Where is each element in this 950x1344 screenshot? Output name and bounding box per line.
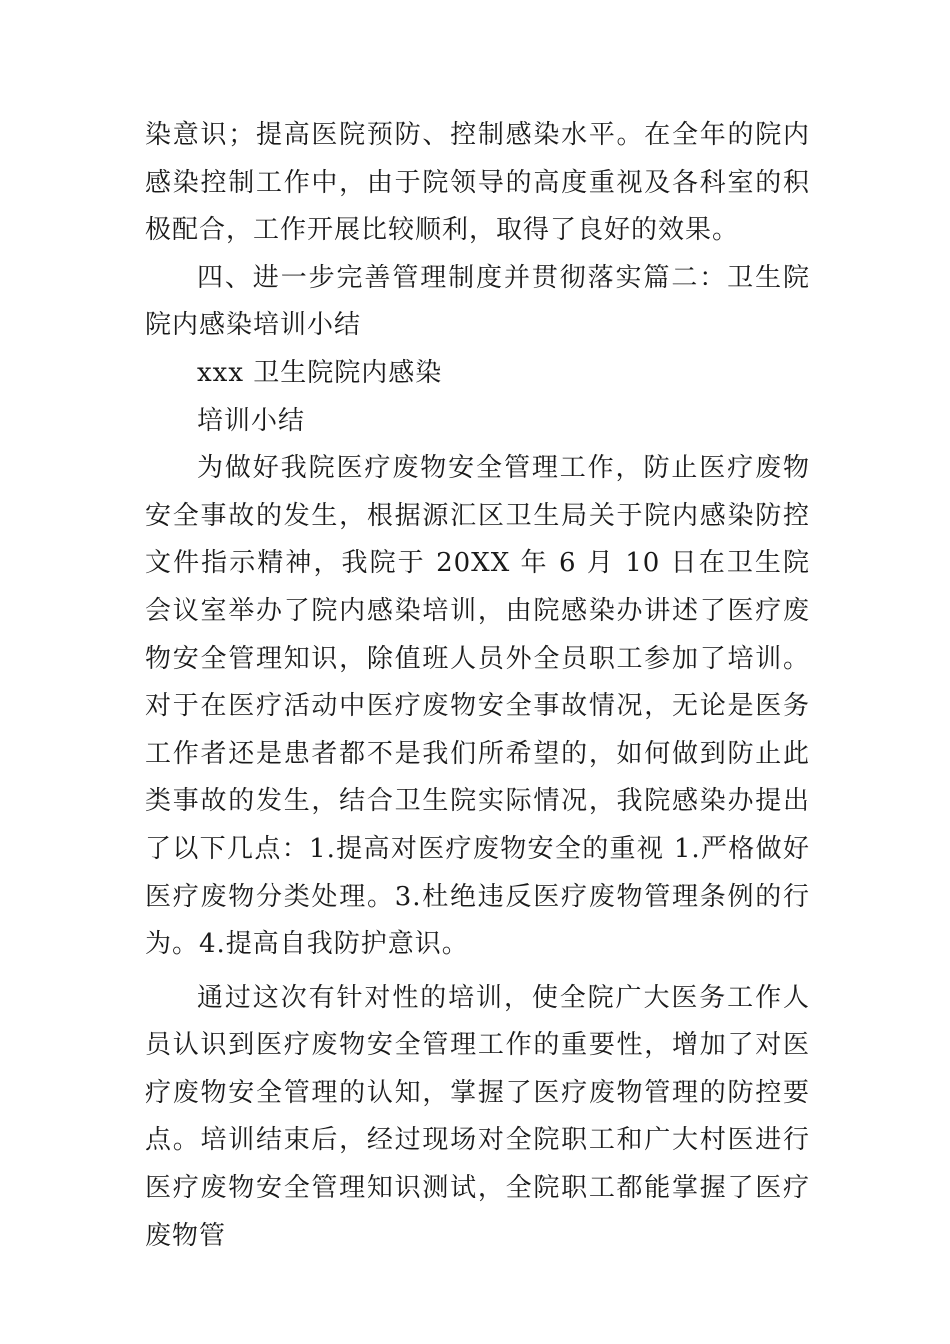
paragraph-training-results: 通过这次有针对性的培训，使全院广大医务工作人员认识到医疗废物安全管理工作的重要性，增加了对医疗废物安全管理的认知，掌握了医疗废物管理的防控要点。培训结束后，经过现场对全院职工和广大村医进行医疗废物安全管理知识测试，全院职工都能掌握了医疗废物管 [145,982,810,1251]
paragraph-training-summary: 为做好我院医疗废物安全管理工作，防止医疗废物安全事故的发生，根据源汇区卫生局关于院内感染防控文件指示精神，我院于 20XX 年 6 月 10 日在卫生院会议室举办了院内感染培训，由院感染办讲述了医疗废物安全管理知识，除值班人员外全员职工参加了培训。 对于在医疗活动中医疗废物安全事故情况，无论是医务工作者还是患者都不是我们所希望的，如何做到防止此类事故的发生，结合卫生院实际情况，我院感染办提出了以下几点：1.提高对医疗废物安全的重视 1.严格做好医疗废物分类处理。3.杜绝违反医疗废物管理条例的行为。4.提高自我防护意识。 [145,453,810,960]
paragraph-continuation: 染意识；提高医院预防、控制感染水平。在全年的院内感染控制工作中，由于院领导的高度重视及各科室的积极配合，工作开展比较顺利，取得了良好的效果。 [145,120,810,246]
paragraph-title-line-1: xxx 卫生院院内感染 [197,357,443,388]
document-body [145,112,810,1260]
paragraph-title-line-2: 培训小结 [197,405,306,436]
paragraph-section-heading: 四、进一步完善管理制度并贯彻落实篇二：卫生院院内感染培训小结 [145,262,810,341]
